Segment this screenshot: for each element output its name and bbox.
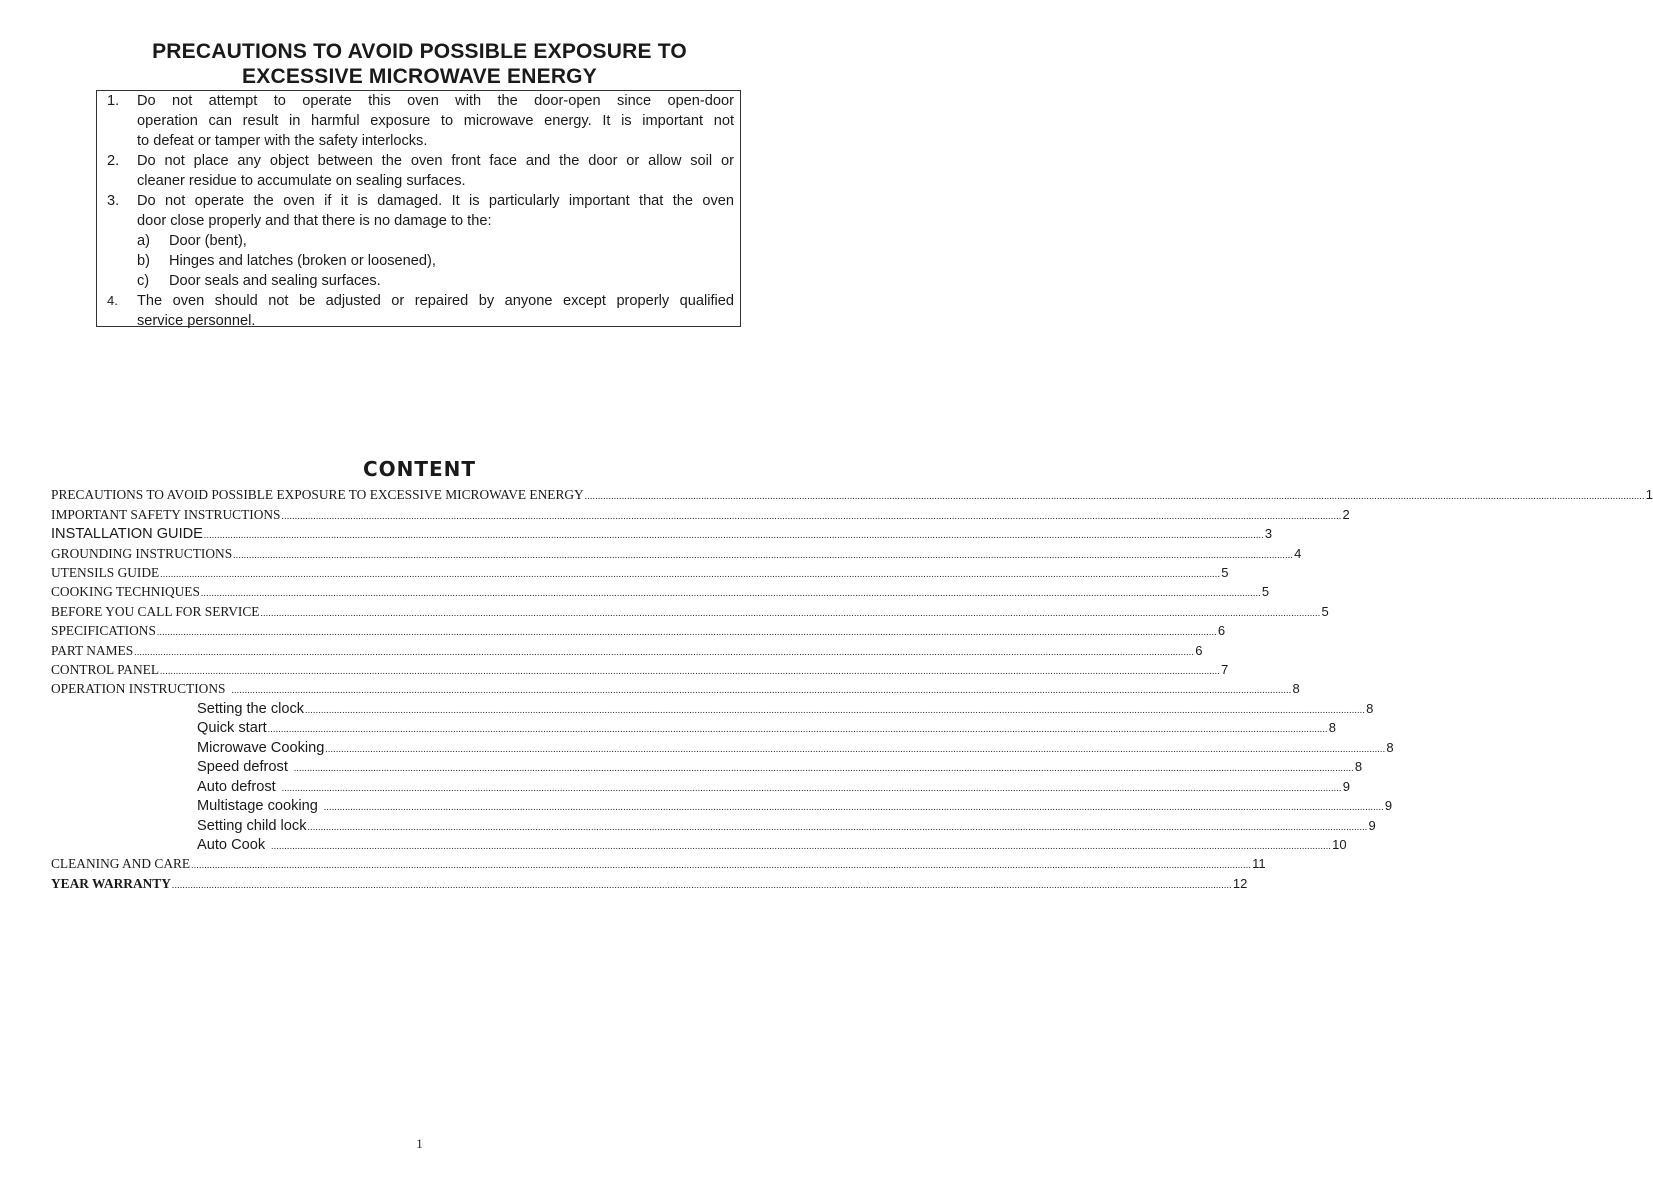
toc-dot-leader: ................................................................................................................................................................................................................................................................................................................................................................................................................: [231, 685, 1292, 695]
precaution-text-line: operation can result in harmful exposure to microwave energy. It is important not: [137, 113, 734, 129]
toc-entry-label: IMPORTANT SAFETY INSTRUCTIONS: [51, 507, 281, 522]
precaution-number: 4.: [107, 293, 118, 308]
toc-dot-leader: ................................................................................................................................................................................................................................................................................................................................................................................................................: [281, 783, 1342, 793]
toc-entry: [51, 565, 1229, 584]
toc-dot-leader: ................................................................................................................................................................................................................................................................................................................................................................................................................: [203, 530, 1264, 540]
precaution-text-line: The oven should not be adjusted or repaired by anyone except properly qualified: [137, 293, 734, 309]
toc-dot-leader: ................................................................................................................................................................................................................................................................................................................................................................................................................: [156, 627, 1217, 637]
toc-entry-page: 9: [1368, 818, 1376, 833]
toc-entry-page: 2: [1342, 507, 1350, 522]
toc-dot-leader: ................................................................................................................................................................................................................................................................................................................................................................................................................: [307, 822, 1368, 832]
precaution-text-line: service personnel.: [137, 313, 256, 329]
toc-entry-label: Auto Cook: [197, 837, 266, 853]
toc-dot-leader: ................................................................................................................................................................................................................................................................................................................................................................................................................: [281, 511, 1342, 521]
toc-entry: [51, 623, 1226, 642]
precaution-sub-text: Door seals and sealing surfaces.: [169, 273, 381, 289]
toc-entry: [197, 779, 1350, 798]
toc-entry-label: BEFORE YOU CALL FOR SERVICE: [51, 604, 260, 619]
precaution-sub-text: Hinges and latches (broken or loosened),: [169, 253, 436, 269]
toc-entry-label: COOKING TECHNIQUES: [51, 584, 200, 599]
precautions-title: [0, 39, 839, 89]
precaution-number: 1.: [107, 93, 120, 109]
toc-entry-label: SPECIFICATIONS: [51, 623, 156, 638]
precaution-number: 2.: [107, 153, 120, 169]
toc-entry-label: Multistage cooking: [197, 798, 318, 814]
toc-entry-label: Quick start: [197, 720, 267, 736]
toc-dot-leader: ................................................................................................................................................................................................................................................................................................................................................................................................................: [584, 491, 1645, 501]
toc-entry-page: 3: [1264, 526, 1273, 541]
toc-dot-leader: ................................................................................................................................................................................................................................................................................................................................................................................................................: [160, 666, 1221, 676]
toc-entry-page: 11: [1252, 856, 1266, 871]
precaution-text-line: Do not attempt to operate this oven with the door-open since open-door: [137, 93, 734, 109]
toc-entry: [51, 546, 1302, 565]
toc-entry: [197, 740, 1394, 759]
toc-dot-leader: ................................................................................................................................................................................................................................................................................................................................................................................................................: [171, 880, 1232, 890]
toc-entry-page: 6: [1195, 643, 1203, 658]
toc-entry-label: UTENSILS GUIDE: [51, 565, 160, 580]
toc-entry-label: GROUNDING INSTRUCTIONS: [51, 546, 233, 561]
toc-dot-leader: ................................................................................................................................................................................................................................................................................................................................................................................................................: [325, 744, 1386, 754]
toc-entry-label: Auto defrost: [197, 779, 276, 795]
page-number: 1: [416, 1136, 423, 1151]
precautions-title-line1: PRECAUTIONS TO AVOID POSSIBLE EXPOSURE TO: [152, 40, 687, 63]
toc-entry-page: 6: [1217, 623, 1226, 638]
toc-entry-label: Speed defrost: [197, 759, 288, 775]
toc-dot-leader: ................................................................................................................................................................................................................................................................................................................................................................................................................: [260, 608, 1321, 618]
toc-entry: [51, 876, 1248, 895]
toc-entry-page: 5: [1261, 584, 1270, 599]
toc-entry: [51, 526, 1273, 545]
toc-entry-label: PART NAMES: [51, 643, 134, 658]
precaution-sub-letter: a): [137, 233, 150, 249]
toc-entry-label: Setting child lock: [197, 818, 307, 834]
toc-entry: [51, 604, 1329, 623]
toc-entry: [197, 720, 1336, 739]
toc-entry-label: CONTROL PANEL: [51, 662, 160, 677]
toc-entry-page: 7: [1221, 662, 1229, 677]
toc-entry-label: Setting the clock: [197, 701, 305, 717]
toc-entry: [197, 798, 1393, 817]
toc-entry-page: 4: [1294, 546, 1302, 561]
toc-dot-leader: ................................................................................................................................................................................................................................................................................................................................................................................................................: [293, 763, 1354, 773]
toc-dot-leader: ................................................................................................................................................................................................................................................................................................................................................................................................................: [191, 860, 1252, 870]
toc-entry-page: 8: [1386, 740, 1394, 755]
precaution-number: 3.: [107, 193, 120, 209]
toc-dot-leader: ................................................................................................................................................................................................................................................................................................................................................................................................................: [271, 841, 1332, 851]
toc-entry-page: 1: [1645, 487, 1653, 502]
toc-entry-label: Microwave Cooking: [197, 740, 325, 756]
toc-entry-page: 10: [1332, 837, 1347, 852]
toc-entry: [51, 584, 1270, 603]
precaution-text-line: door close properly and that there is no damage to the:: [137, 213, 492, 229]
precaution-text-line: Do not place any object between the oven front face and the door or allow soil or: [137, 153, 734, 169]
toc-entry-page: 9: [1342, 779, 1350, 794]
toc-entry: [51, 662, 1229, 681]
content-title: CONTENT: [362, 457, 477, 481]
toc-entry-label: INSTALLATION GUIDE: [51, 526, 203, 542]
toc-entry: [51, 643, 1203, 662]
toc-dot-leader: ................................................................................................................................................................................................................................................................................................................................................................................................................: [323, 802, 1384, 812]
precaution-text-line: Do not operate the oven if it is damaged. It is particularly important that the oven: [137, 193, 734, 209]
toc-entry: [51, 507, 1350, 526]
toc-entry-label: PRECAUTIONS TO AVOID POSSIBLE EXPOSURE TO EXCESSIVE MICROWAVE ENERGY: [51, 487, 584, 502]
toc-dot-leader: ................................................................................................................................................................................................................................................................................................................................................................................................................: [200, 588, 1261, 598]
toc-entry-page: 8: [1366, 701, 1374, 716]
precaution-sub-letter: c): [137, 273, 150, 289]
toc-entry: [197, 701, 1374, 720]
precautions-title-line2: EXCESSIVE MICROWAVE ENERGY: [242, 65, 597, 88]
toc-dot-leader: ................................................................................................................................................................................................................................................................................................................................................................................................................: [134, 647, 1195, 657]
toc-entry: [197, 759, 1363, 778]
toc-entry-page: 8: [1292, 681, 1300, 696]
toc-entry-label: YEAR WARRANTY: [51, 876, 171, 891]
toc-entry: [51, 487, 1653, 506]
toc-entry-label: OPERATION INSTRUCTIONS: [51, 681, 226, 696]
toc-entry-page: 9: [1384, 798, 1393, 813]
precaution-sub-text: Door (bent),: [169, 233, 247, 249]
toc-dot-leader: ................................................................................................................................................................................................................................................................................................................................................................................................................: [233, 550, 1294, 560]
toc-dot-leader: ................................................................................................................................................................................................................................................................................................................................................................................................................: [160, 569, 1221, 579]
toc-entry-page: 8: [1354, 759, 1363, 774]
toc-entry-page: 8: [1328, 720, 1336, 735]
toc-entry-page: 5: [1321, 604, 1329, 619]
toc-entry: [197, 818, 1376, 837]
toc-dot-leader: ................................................................................................................................................................................................................................................................................................................................................................................................................: [305, 705, 1366, 715]
toc-entry: [51, 681, 1300, 700]
toc-entry: [197, 837, 1347, 856]
precautions-box: [96, 90, 741, 327]
precaution-text-line: to defeat or tamper with the safety interlocks.: [137, 133, 428, 149]
toc-entry-page: 5: [1221, 565, 1229, 580]
toc-dot-leader: ................................................................................................................................................................................................................................................................................................................................................................................................................: [267, 724, 1328, 734]
toc-entry-page: 12: [1232, 876, 1248, 891]
precaution-sub-letter: b): [137, 253, 150, 269]
toc-entry-label: CLEANING AND CARE: [51, 856, 191, 871]
toc-entry: [51, 856, 1266, 875]
precaution-text-line: cleaner residue to accumulate on sealing surfaces.: [137, 173, 466, 189]
